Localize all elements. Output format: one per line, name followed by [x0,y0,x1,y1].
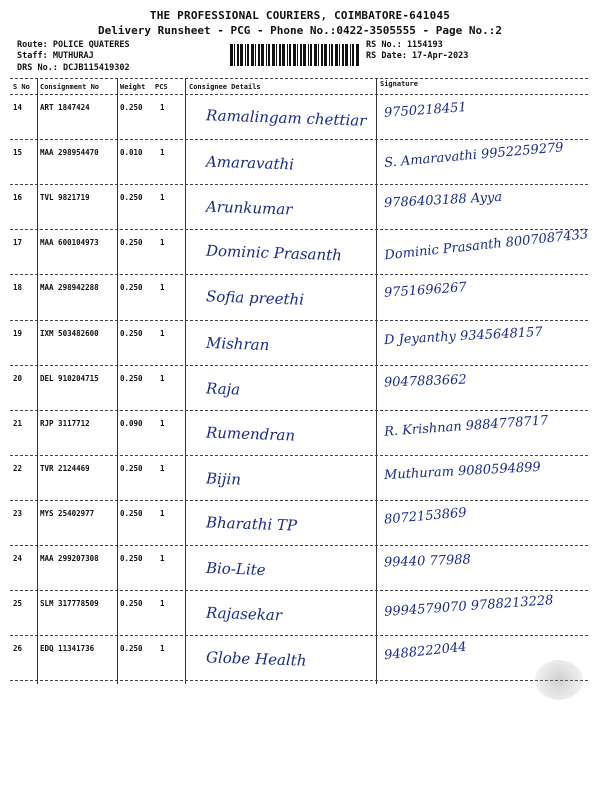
row-divider [10,410,588,411]
col-header-consignee: Consignee Details [189,83,261,91]
row-consignment-no: EDQ 11341736 [40,644,95,654]
row-pcs: 1 [160,103,165,112]
row-weight: 0.250 [120,463,143,473]
row-pcs: 1 [160,508,165,518]
row-sno: 23 [13,508,23,518]
row-pcs: 1 [160,463,165,473]
row-weight: 0.010 [120,148,143,158]
row-signature-handwritten: Dominic Prasanth 8007087433 [383,227,589,264]
row-consignee-handwritten: Rajasekar [205,603,283,625]
row-signature-handwritten: 9488222044 [383,639,468,664]
row-weight: 0.250 [120,644,143,654]
row-signature-handwritten: 99440 77988 [383,552,472,571]
barcode-bar [356,44,359,66]
row-consignment-no: SLM 317778509 [40,599,99,609]
barcode-bar [293,44,296,66]
row-divider [10,139,588,140]
barcode-bar [255,44,256,66]
row-signature-handwritten: S. Amaravathi 9952259279 [383,140,565,171]
row-weight: 0.250 [120,103,143,112]
row-sno: 25 [13,599,23,609]
barcode-bar [272,44,275,66]
row-pcs: 1 [160,644,165,654]
barcode-bar [297,44,298,66]
row-pcs: 1 [160,599,165,609]
barcode-bar [266,44,267,66]
row-divider [10,320,588,321]
row-weight: 0.250 [120,193,143,203]
barcode-bar [352,44,354,66]
row-pcs: 1 [160,373,165,383]
barcode-bar [268,44,270,66]
barcode-bar [261,44,264,66]
row-divider [10,635,588,636]
sheet-subtitle: Delivery Runsheet - PCG - Phone No.:0422-3505555 - Page No.:2 [98,24,502,37]
row-consignment-no: MYS 25402977 [40,508,95,518]
rs-date: RS Date: 17-Apr-2023 [366,51,469,61]
row-signature-handwritten: 9786403188 Ayya [383,190,503,212]
barcode-bar [303,44,306,66]
row-signature-handwritten: D Jeyanthy 9345648157 [383,324,544,348]
row-consignment-no: MAA 298954470 [40,148,99,158]
row-consignee-handwritten: Globe Health [205,648,307,670]
row-weight: 0.250 [120,508,143,518]
barcode-bar [300,44,302,66]
row-consignment-no: TVL 9821719 [40,193,90,203]
row-divider [10,455,588,456]
drs-number: DRS No.: DCJB115419302 [17,63,130,73]
barcode-bar [318,44,319,66]
barcode-bar [350,44,351,66]
row-consignee-handwritten: Bijin [205,469,242,489]
row-divider [10,545,588,546]
barcode-bar [324,44,327,66]
row-pcs: 1 [160,328,165,338]
barcode-bar [247,44,249,66]
row-sno: 15 [13,148,23,158]
barcode-bar [279,44,281,66]
row-divider [10,590,588,591]
row-sno: 24 [13,554,23,563]
row-consignment-no: MAA 299207308 [40,554,99,563]
barcode-bar [230,44,233,66]
row-consignee-handwritten: Dominic Prasanth [205,241,343,265]
row-pcs: 1 [160,418,165,428]
row-signature-handwritten: 8072153869 [383,505,468,528]
row-consignment-no: MAA 600104973 [40,238,99,248]
barcode-bar [321,44,323,66]
row-consignee-handwritten: Bharathi TP [205,513,298,535]
barcode-bar [240,44,243,66]
row-pcs: 1 [160,193,165,203]
row-signature-handwritten: 9047883662 [383,372,467,391]
col-header-signature: Signature [380,80,418,88]
row-sno: 20 [13,373,23,383]
barcode-bar [245,44,246,66]
row-consignee-handwritten: Arunkumar [205,197,293,219]
row-sno: 22 [13,463,23,473]
row-sno: 16 [13,193,23,203]
row-consignment-no: RJP 3117712 [40,418,90,428]
col-divider [37,78,38,684]
barcode-bar [289,44,291,66]
row-consignee-handwritten: Ramalingam chettiar [205,106,367,130]
row-consignee-handwritten: Amaravathi [205,152,295,174]
barcode-bar [276,44,277,66]
row-sno: 19 [13,328,23,338]
col-header-sno: S No [13,83,30,91]
row-divider [10,274,588,275]
route-label: Route: POLICE QUATERES [17,40,130,50]
row-sno: 26 [13,644,23,654]
row-weight: 0.090 [120,418,143,428]
barcode-bar [251,44,254,66]
row-sno: 17 [13,238,23,248]
row-consignee-handwritten: Raja [205,379,241,399]
row-signature-handwritten: R. Krishnan 9884778717 [383,412,549,440]
row-weight: 0.250 [120,373,143,383]
row-divider [10,680,588,681]
paper-stain [535,660,583,700]
col-header-consignment: Consignment No [40,83,100,91]
barcode-bar [310,44,312,66]
barcode-bar [329,44,330,66]
barcode-bar [339,44,340,66]
col-header-weight: Weight [120,83,146,91]
barcode-bar [314,44,317,66]
row-signature-handwritten: 9750218451 [383,100,468,121]
row-divider [10,500,588,501]
barcode-bar [331,44,333,66]
row-consignment-no: DEL 910204715 [40,373,99,383]
row-pcs: 1 [160,238,165,248]
row-signature-handwritten: Muthuram 9080594899 [383,459,542,483]
barcode-bar [258,44,260,66]
row-consignee-handwritten: Sofia preethi [205,287,305,310]
row-weight: 0.250 [120,599,143,609]
row-weight: 0.250 [120,238,143,248]
staff-label: Staff: MUTHURAJ [17,51,94,61]
row-sno: 18 [13,283,23,293]
col-header-pcs: PCS [155,83,168,91]
barcode-bar [345,44,348,66]
row-pcs: 1 [160,148,165,158]
row-consignee-handwritten: Mishran [205,333,270,354]
row-divider [10,365,588,366]
row-weight: 0.250 [120,328,143,338]
barcode-image [230,44,360,66]
row-pcs: 1 [160,554,165,563]
row-pcs: 1 [160,283,165,293]
barcode-bar [237,44,239,66]
rs-number: RS No.: 1154193 [366,40,443,50]
row-divider [10,229,588,230]
row-consignment-no: TVR 2124469 [40,463,90,473]
header-bottom-rule [10,94,588,95]
barcode-bar [342,44,344,66]
row-signature-handwritten: 9751696267 [383,280,468,302]
col-divider [376,78,377,684]
row-consignment-no: IXM 503482600 [40,328,99,338]
barcode-bar [287,44,288,66]
row-consignment-no: ART 1847424 [40,103,90,112]
row-sno: 14 [13,103,23,112]
row-sno: 21 [13,418,23,428]
row-divider [10,184,588,185]
sheet-title: THE PROFESSIONAL COURIERS, COIMBATORE-641045 [149,9,451,22]
row-signature-handwritten: 9994579070 9788213228 [383,593,554,620]
barcode-bar [308,44,309,66]
row-consignee-handwritten: Rumendran [205,423,296,445]
barcode-bar [282,44,285,66]
col-divider [117,78,118,684]
barcode-bar [234,44,235,66]
col-divider [185,78,186,684]
row-weight: 0.250 [120,554,143,563]
row-weight: 0.250 [120,283,143,293]
row-consignee-handwritten: Bio-Lite [205,558,266,580]
barcode-bar [335,44,338,66]
row-consignment-no: MAA 298942288 [40,283,99,293]
header-top-rule [10,78,588,79]
